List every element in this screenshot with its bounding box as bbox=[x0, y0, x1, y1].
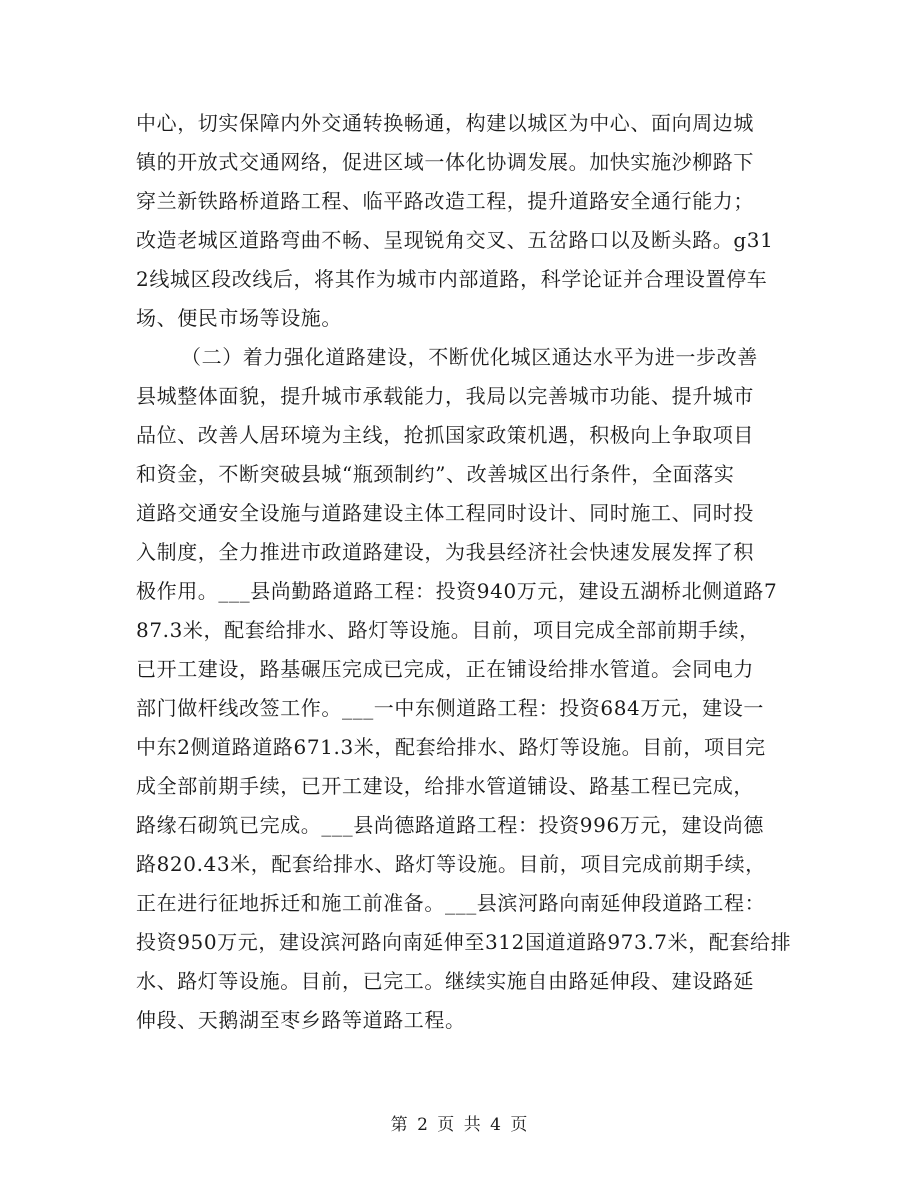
text-line: 县城整体面貌，提升城市承载能力，我局以完善城市功能、提升城市 bbox=[136, 384, 754, 408]
text-line: 入制度，全力推进市政道路建设，为我县经济社会快速发展发挥了积 bbox=[136, 540, 754, 564]
text-line: 正在进行征地拆迁和施工前准备。___县滨河路向南延伸段道路工程： bbox=[136, 891, 766, 915]
text-line: 改造老城区道路弯曲不畅、呈现锐角交叉、五岔路口以及断头路。g31 bbox=[136, 228, 774, 252]
text-line: 道路交通安全设施与道路建设主体工程同时设计、同时施工、同时投 bbox=[136, 501, 754, 525]
text-line: 极作用。___县尚勤路道路工程：投资940万元，建设五湖桥北侧道路7 bbox=[136, 579, 778, 603]
body-text bbox=[136, 104, 792, 1040]
text-line: 成全部前期手续，已开工建设，给排水管道铺设、路基工程已完成， bbox=[136, 774, 754, 798]
text-line: 和资金，不断突破县城“瓶颈制约”、改善城区出行条件，全面落实 bbox=[136, 462, 735, 486]
page-number-footer: 第 2 页 共 4 页 bbox=[390, 1115, 530, 1135]
text-line: 品位、改善人居环境为主线，抢抓国家政策机遇，积极向上争取项目 bbox=[136, 423, 754, 447]
text-line: 中东2侧道路道路671.3米，配套给排水、路灯等设施。目前，项目完 bbox=[136, 735, 766, 759]
text-line: 中心，切实保障内外交通转换畅通，构建以城区为中心、面向周边城 bbox=[136, 111, 754, 135]
text-line: 投资950万元，建设滨河路向南延伸至312国道道路973.7米，配套给排 bbox=[136, 930, 792, 954]
text-line: 场、便民市场等设施。 bbox=[136, 306, 342, 330]
text-line: 镇的开放式交通网络，促进区域一体化协调发展。加快实施沙柳路下 bbox=[136, 150, 754, 174]
text-line: 路缘石砌筑已完成。___县尚德路道路工程：投资996万元，建设尚德 bbox=[136, 813, 764, 837]
text-line: 水、路灯等设施。目前，已完工。继续实施自由路延伸段、建设路延 bbox=[136, 969, 754, 993]
text-line: 穿兰新铁路桥道路工程、临平路改造工程，提升道路安全通行能力； bbox=[136, 189, 754, 213]
text-line: 已开工建设，路基碾压完成已完成，正在铺设给排水管道。会同电力 bbox=[136, 657, 754, 681]
text-line: 2线城区段改线后，将其作为城市内部道路，科学论证并合理设置停车 bbox=[136, 267, 768, 291]
text-line: 路820.43米，配套给排水、路灯等设施。目前，项目完成前期手续， bbox=[136, 852, 766, 876]
text-line: 伸段、天鹅湖至枣乡路等道路工程。 bbox=[136, 1008, 466, 1032]
text-line: 87.3米，配套给排水、路灯等设施。目前，项目完成全部前期手续， bbox=[136, 618, 760, 642]
section-heading-line: （二）着力强化道路建设，不断优化城区通达水平为进一步改善 bbox=[181, 345, 758, 369]
text-line: 部门做杆线改签工作。___一中东侧道路工程：投资684万元，建设一 bbox=[136, 696, 764, 720]
